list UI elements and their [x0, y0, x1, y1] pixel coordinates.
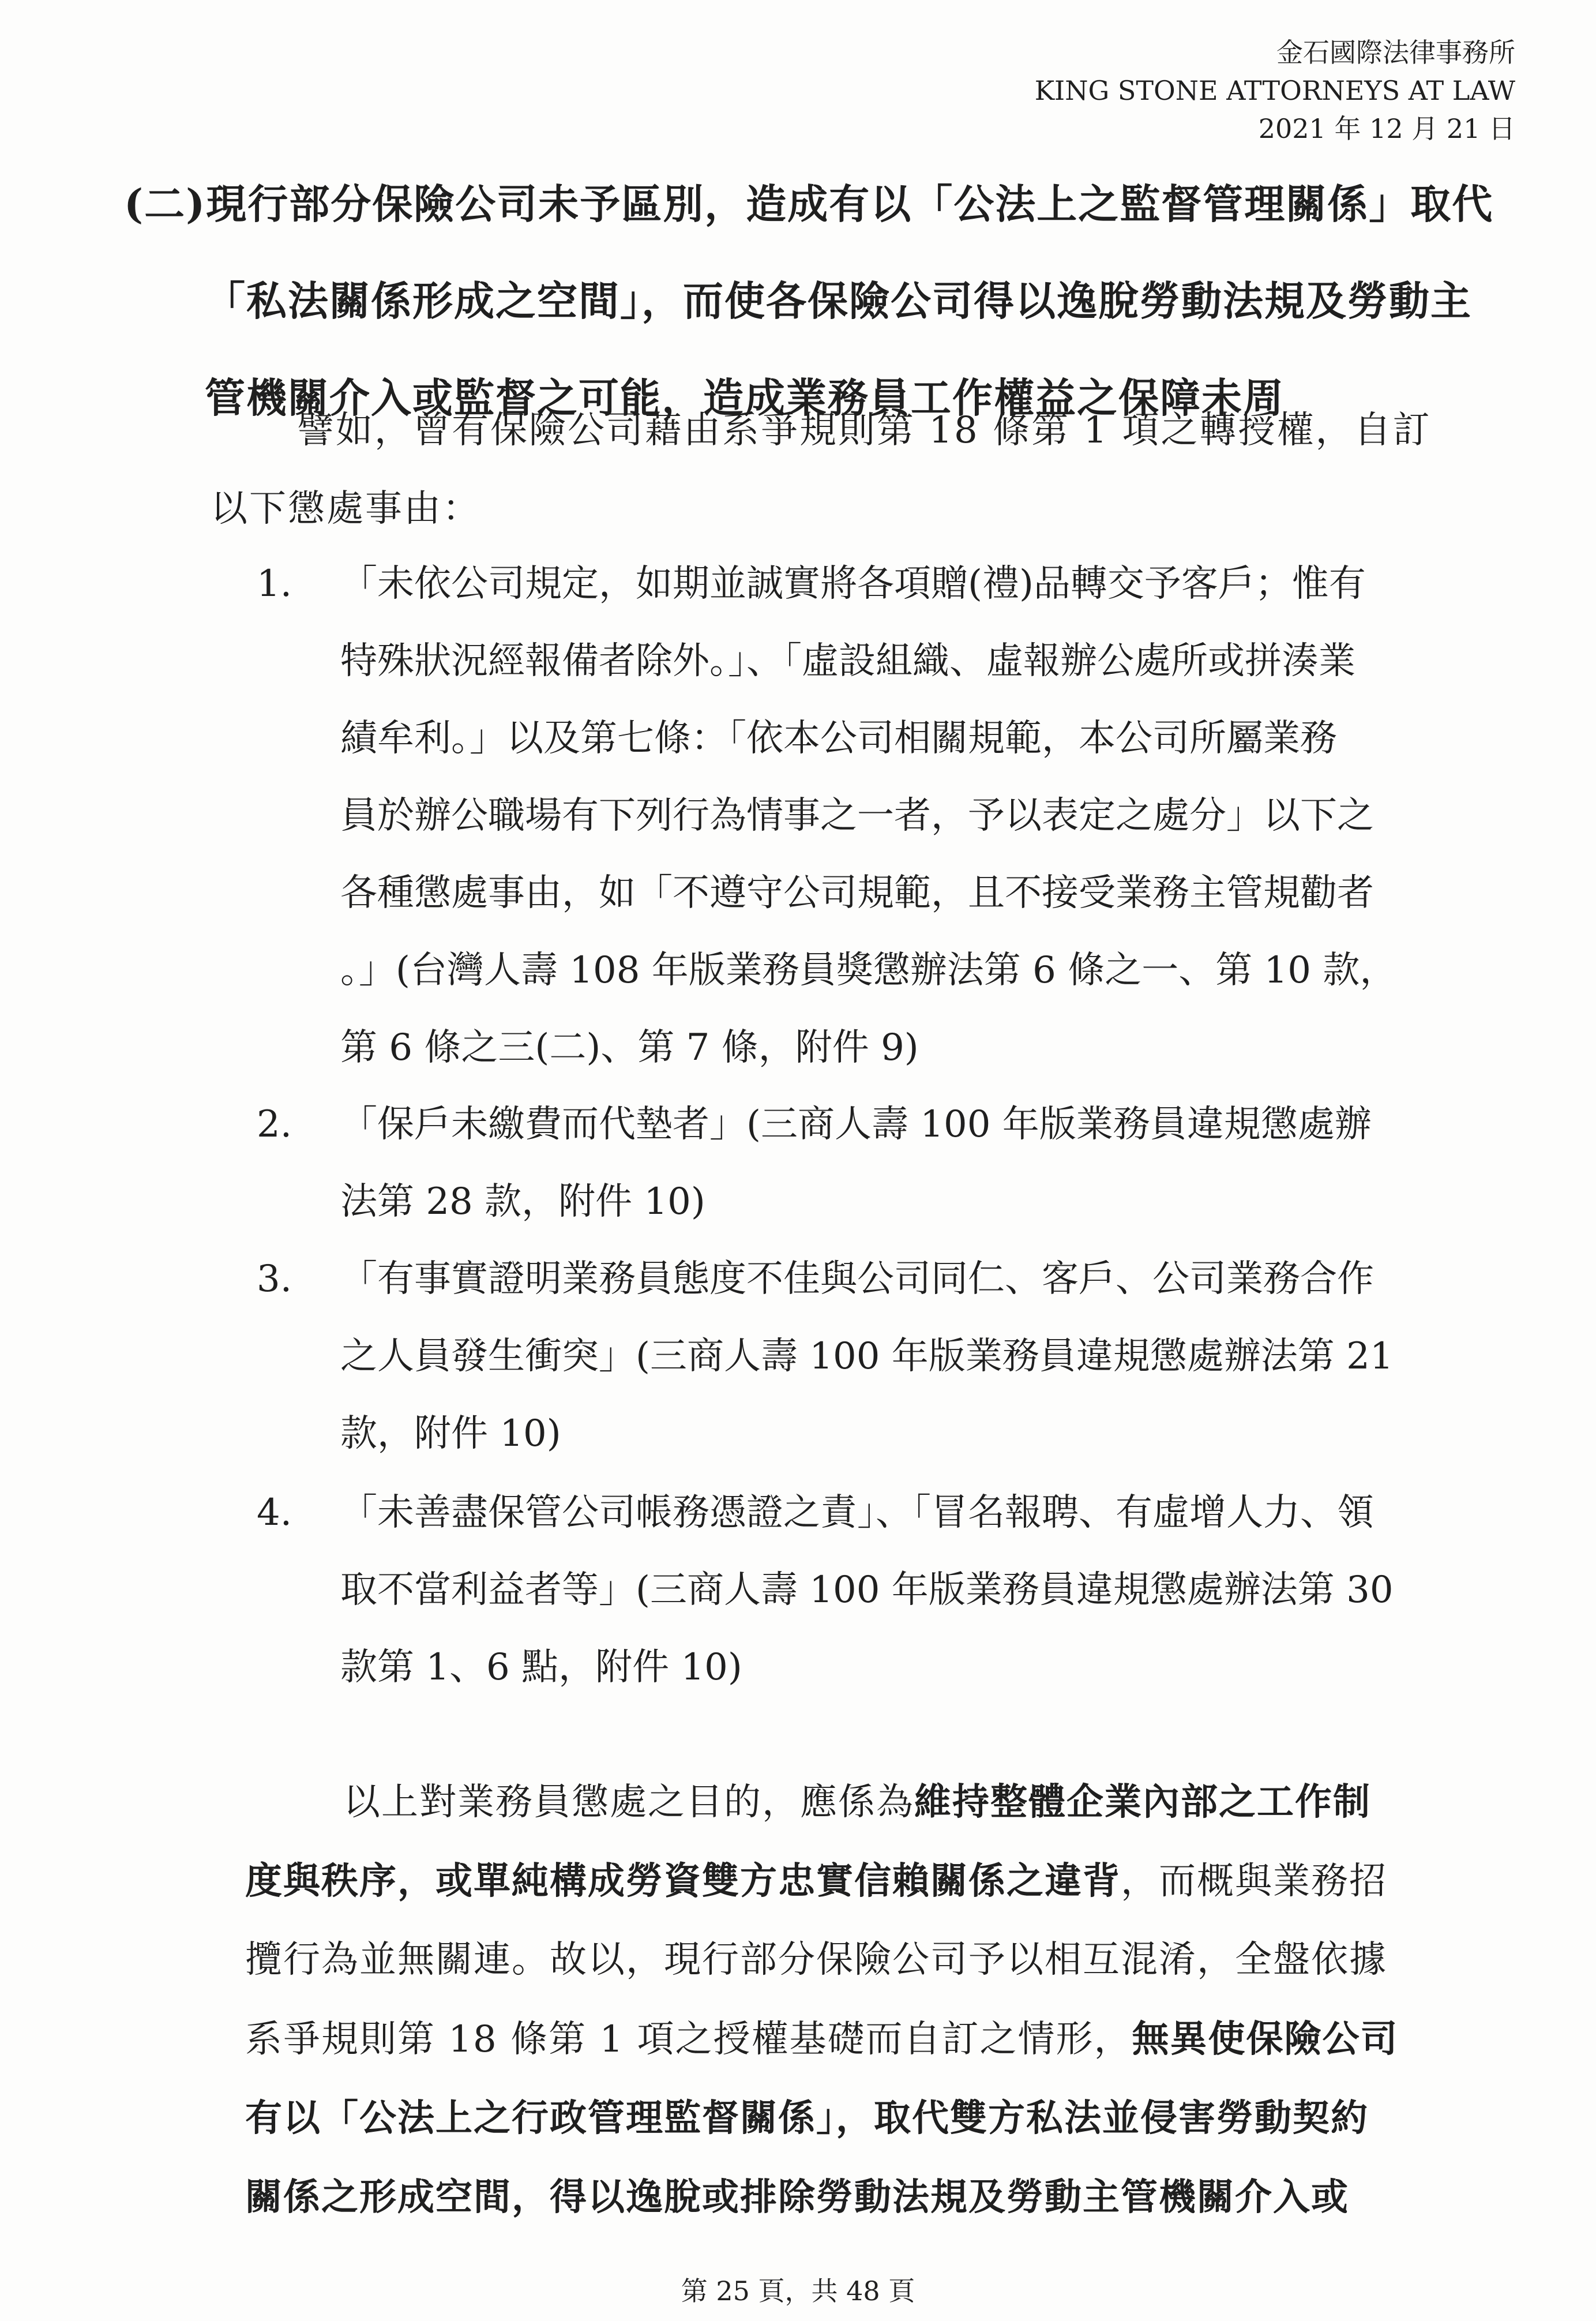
list-number: 3.	[257, 1258, 292, 1300]
conclusion-paragraph	[245, 1763, 1531, 2237]
list-line: 之人員發生衝突」(三商人壽 100 年版業務員違規懲處辦法第 21	[340, 1335, 1394, 1378]
conclusion-line-6	[245, 2158, 1531, 2237]
conclusion-bold-text: 維持整體企業內部之工作制	[914, 1780, 1371, 1824]
page-footer: 第 25 頁，共 48 頁	[681, 2275, 915, 2307]
list-line: 員於辦公職場有下列行為情事之一者，予以表定之處分」以下之	[340, 794, 1374, 837]
letterhead	[823, 33, 1515, 148]
conclusion-line-2	[245, 1842, 1531, 1921]
heading-line-3: 管機關介入或監督之可能，造成業務員工作權益之保障未周	[205, 374, 1285, 422]
firm-name-zh: 金石國際法律事務所	[1276, 37, 1515, 68]
heading-line-1: (二)現行部分保險公司未予區別，造成有以「公法上之監督管理關係」取代	[124, 180, 1494, 228]
conclusion-bold-text: 關係之形成空間，得以逸脫或排除勞動法規及勞動主管機關介入或	[245, 2176, 1349, 2219]
conclusion-text: 以上對業務員懲處之目的，應係為	[343, 1781, 914, 1824]
list-line: 績牟利。」以及第七條：「依本公司相關規範，本公司所屬業務	[340, 717, 1337, 760]
conclusion-bold-text: 有以「公法上之行政管理監督關係」，取代雙方私法並侵害勞動契約	[245, 2097, 1369, 2140]
list-line: 。」(台灣人壽 108 年版業務員獎懲辦法第 6 條之一、第 10 款，	[340, 949, 1397, 992]
list-line: 「保戶未繳費而代墊者」(三商人壽 100 年版業務員違規懲處辦	[340, 1103, 1372, 1146]
list-number: 4.	[257, 1491, 292, 1534]
conclusion-bold-text: 無異使保險公司	[1132, 2018, 1399, 2061]
conclusion-line-3: 攬行為並無關連。故以，現行部分保險公司予以相互混淆，全盤依據	[245, 1938, 1387, 1981]
list-line: 法第 28 款，附件 10)	[340, 1180, 705, 1223]
intro-paragraph	[211, 391, 1531, 548]
document-date: 2021 年 12 月 21 日	[1258, 113, 1515, 144]
firm-name-en: KING STONE ATTORNEYS AT LAW	[1034, 75, 1515, 106]
conclusion-line-5	[245, 2079, 1531, 2158]
conclusion-text: ，而概與業務招	[1121, 1860, 1387, 1903]
intro-line-1: 譬如，曾有保險公司藉由系爭規則第 18 條第 1 項之轉授權，自訂	[297, 409, 1432, 452]
list-line: 取不當利益者等」(三商人壽 100 年版業務員違規懲處辦法第 30	[340, 1569, 1394, 1611]
intro-line-2: 以下懲處事由：	[211, 488, 481, 530]
list-line: 款第 1、6 點，附件 10)	[340, 1646, 742, 1689]
list-line: 各種懲處事由，如「不遵守公司規範，且不接受業務主管規勸者	[340, 872, 1374, 914]
list-line: 「有事實證明業務員態度不佳與公司同仁、客戶、公司業務合作	[340, 1258, 1374, 1300]
heading-line-2: 「私法關係形成之空間」，而使各保險公司得以逸脫勞動法規及勞動主	[205, 277, 1472, 325]
list-line: 「未依公司規定，如期並誠實將各項贈(禮)品轉交予客戶；惟有	[340, 563, 1366, 605]
list-number: 1.	[257, 563, 292, 605]
conclusion-line-4	[245, 2000, 1531, 2079]
conclusion-line-1	[245, 1763, 1531, 1842]
list-line: 款，附件 10)	[340, 1412, 561, 1455]
conclusion-bold-text: 度與秩序，或單純構成勞資雙方忠實信賴關係之違背	[245, 1859, 1121, 1903]
conclusion-text: 系爭規則第 18 條第 1 項之授權基礎而自訂之情形，	[245, 2018, 1132, 2061]
list-number: 2.	[257, 1103, 292, 1146]
list-line: 「未善盡保管公司帳務憑證之責」、「冒名報聘、有虛增人力、領	[340, 1491, 1374, 1534]
list-line: 第 6 條之三(二)、第 7 條，附件 9)	[340, 1026, 919, 1069]
list-line: 特殊狀況經報備者除外。」、「虛設組織、虛報辦公處所或拼湊業	[340, 640, 1355, 683]
